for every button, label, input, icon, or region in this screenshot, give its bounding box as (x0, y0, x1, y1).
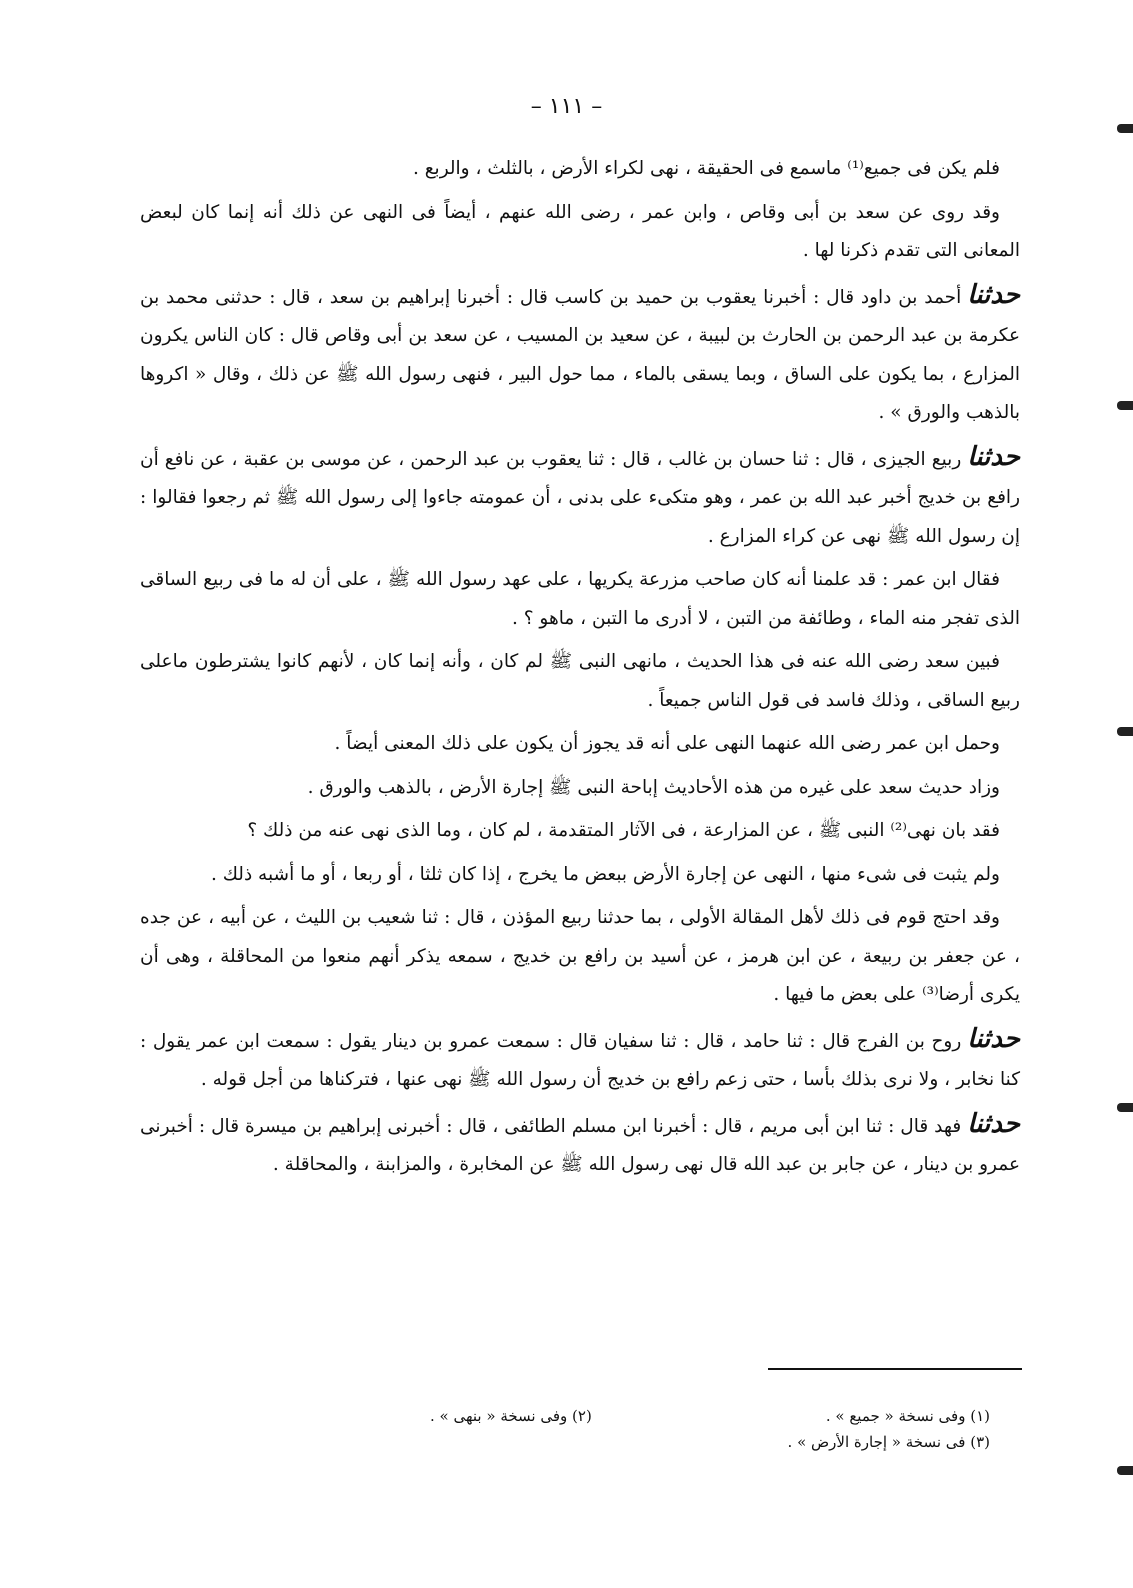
scan-edge-mark (1117, 1103, 1133, 1112)
paragraph-2: وقد روى عن سعد بن أبى وقاص ، وابن عمر ، رضى الله عنهم ، أيضاً فى النهى عن ذلك أنه إنما كان لبعض المعانى التى تقدم ذكرنا لها . (140, 201, 1020, 261)
paragraph-9: فقد بان نهى⁽²⁾ النبى ﷺ ، عن المزارعة ، فى الآثار المتقدمة ، لم كان ، وما الذى نهى عنه من ذلك ؟ (247, 820, 1000, 841)
paragraph-3 (140, 276, 1020, 433)
footnote-row-2 (430, 1429, 990, 1455)
footnote-divider (768, 1368, 1022, 1370)
footnote-2: (٢) وفى نسخة « بنهى » . (430, 1407, 592, 1425)
paragraph-13 (140, 1105, 1020, 1185)
paragraph-3-text: أحمد بن داود قال : أخبرنا يعقوب بن حميد بن كاسب قال : أخبرنا إبراهيم بن سعد ، قال : حدثنى محمد بن عكرمة بن عبد الرحمن بن الحارث بن لبيبة ، عن سعيد بن المسيب ، عن سعد بن أبى وقاص قال : كان الناس يكرون المزارع ، بما يكون على الساق ، وبما يسقى بالماء ، مما حول البير ، فنهى رسول الله ﷺ عن ذلك ، وقال « اكروها بالذهب والورق » . (140, 286, 1020, 423)
paragraph-5: فقال ابن عمر : قد علمنا أنه كان صاحب مزرعة يكريها ، على عهد رسول الله ﷺ ، على أن له ما فى ربيع الساقى الذى تفجر منه الماء ، وطائفة من التبن ، لا أدرى ما التبن ، ماهو ؟ . (140, 569, 1020, 629)
scan-edge-mark (1117, 124, 1133, 133)
haddathana-heading: حدثنا (967, 1023, 1020, 1054)
paragraph-6: فبين سعد رضى الله عنه فى هذا الحديث ، مانهى النبى ﷺ لم كان ، وأنه إنما كان ، لأنهم كانوا يشترطون ماعلى ربيع الساقى ، وذلك فاسد فى قول الناس جميعاً . (140, 651, 1020, 711)
scan-edge-mark (1117, 727, 1133, 736)
haddathana-heading: حدثنا (967, 441, 1020, 472)
footnote-1: (١) وفى نسخة « جميع » . (825, 1407, 990, 1425)
page-number: – ١١١ – (530, 94, 603, 119)
scan-edge-mark (1117, 1466, 1133, 1475)
main-text (140, 150, 1020, 1190)
footnote-3: (٣) فى نسخة « إجارة الأرض » . (787, 1433, 990, 1451)
paragraph-10: ولم يثبت فى شىء منها ، النهى عن إجارة الأرض ببعض ما يخرج ، إذا كان ثلثا ، أو ربعا ، أو ما أشبه ذلك . (210, 863, 1000, 885)
paragraph-8: وزاد حديث سعد على غيره من هذه الأحاديث إباحة النبى ﷺ إجارة الأرض ، بالذهب والورق . (307, 776, 1000, 798)
footnotes (430, 1403, 990, 1455)
paragraph-12 (140, 1020, 1020, 1100)
footnote-row-1 (430, 1403, 990, 1429)
haddathana-heading: حدثنا (967, 279, 1020, 310)
paragraph-7: وحمل ابن عمر رضى الله عنهما النهى على أنه قد يجوز أن يكون على ذلك المعنى أيضاً . (334, 733, 1000, 754)
paragraph-12-text: روح بن الفرج قال : ثنا حامد ، قال : ثنا سفيان قال : سمعت عمرو بن دينار يقول : سمعت ابن عمر يقول : كنا نخابر ، ولا نرى بذلك بأسا ، حتى زعم رافع بن خديج أن رسول الله ﷺ نهى عنها ، فتركناها من أجل قوله . (140, 1030, 1020, 1090)
paragraph-4 (140, 438, 1020, 557)
haddathana-heading: حدثنا (967, 1108, 1020, 1139)
paragraph-4-text: ربيع الجيزى ، قال : ثنا حسان بن غالب ، قال : ثنا يعقوب بن عبد الرحمن ، عن موسى بن عقبة ، عن نافع أن رافع بن خديج أخبر عبد الله بن عمر ، وهو متكىء على بدنى ، أن عمومته جاءوا إلى رسول الله ﷺ ثم رجعوا فقالوا : إن رسول الله ﷺ نهى عن كراء المزارع . (140, 448, 1020, 547)
paragraph-11: وقد احتج قوم فى ذلك لأهل المقالة الأولى ، بما حدثنا ربيع المؤذن ، قال : ثنا شعيب بن الليث ، عن أبيه ، عن جده ، عن جعفر بن ربيعة ، عن ابن هرمز ، عن أسيد بن رافع بن خديج ، سمعه يذكر أنهم منعوا من المحاقلة ، وهى أن يكرى أرضا⁽³⁾ على بعض ما فيها . (140, 907, 1020, 1005)
paragraph-1: فلم يكن فى جميع⁽¹⁾ ماسمع فى الحقيقة ، نهى لكراء الأرض ، بالثلث ، والربع . (412, 158, 1000, 179)
scan-edge-mark (1117, 401, 1133, 410)
paragraph-13-text: فهد قال : ثنا ابن أبى مريم ، قال : أخبرنا ابن مسلم الطائفى ، قال : أخبرنى إبراهيم بن ميسرة قال : أخبرنى عمرو بن دينار ، عن جابر بن عبد الله قال نهى رسول الله ﷺ عن المخابرة ، والمزابنة ، والمحاقلة . (140, 1115, 1020, 1175)
